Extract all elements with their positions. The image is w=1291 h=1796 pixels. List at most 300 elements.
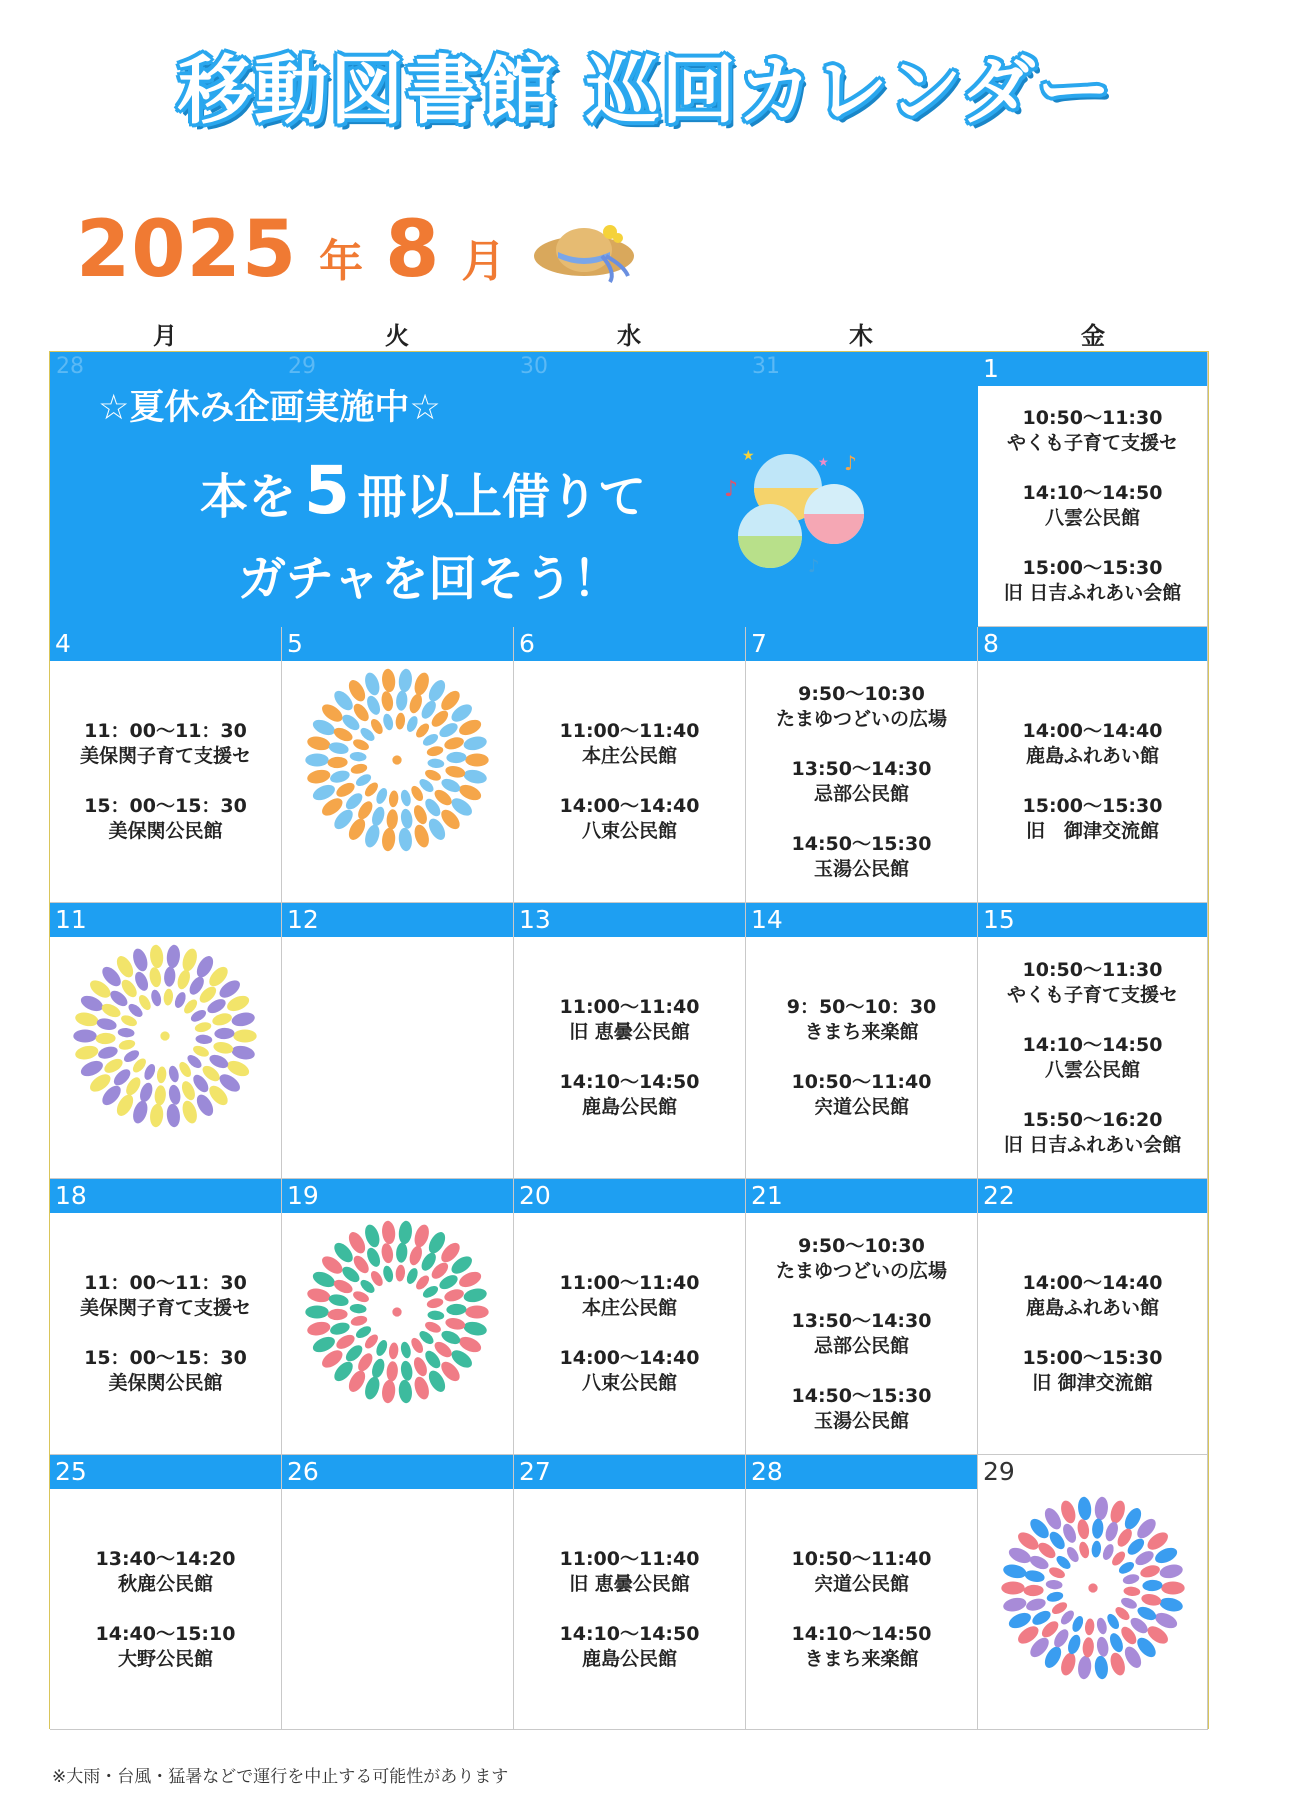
firework-spark: [370, 805, 387, 828]
firework-spark: [381, 827, 396, 852]
firework-spark: [156, 1066, 167, 1083]
schedule-slot: [1007, 406, 1178, 456]
firework-spark: [1001, 1581, 1024, 1594]
firework-spark: [327, 757, 348, 769]
ghost-day: 28: [56, 354, 84, 379]
schedule-slot: [792, 1309, 932, 1359]
firework-spark: [412, 1375, 432, 1401]
firework-spark: [380, 1242, 394, 1264]
firework-spark: [138, 1081, 155, 1104]
firework-spark: [370, 1357, 387, 1380]
schedule-slot: [1004, 1108, 1182, 1158]
day-number: 18: [55, 1181, 87, 1210]
firework-spark: [96, 1017, 118, 1032]
ghost-day: 29: [288, 354, 316, 379]
schedule-list: [282, 937, 513, 1178]
firework-spark: [426, 1297, 444, 1310]
firework-spark: [362, 823, 382, 849]
slot-time: 14:10〜14:50: [559, 1071, 700, 1093]
firework-spark: [1023, 1585, 1044, 1597]
day-number: 14: [751, 905, 783, 934]
firework-spark: [400, 808, 414, 830]
schedule-slot: [1023, 719, 1163, 769]
firework-spark: [349, 751, 366, 762]
firework-spark: [214, 1027, 235, 1039]
firework-spark: [386, 809, 399, 830]
schedule-list: [746, 1213, 977, 1454]
day-header-bar: [282, 627, 513, 661]
schedule-slot: [1023, 794, 1163, 844]
schedule-slot: [792, 1547, 932, 1597]
firework-spark: [1076, 1518, 1090, 1540]
schedule-list: [514, 661, 745, 902]
firework-spark: [118, 1038, 136, 1051]
schedule-slot: [560, 1070, 700, 1120]
firework-illustration: [304, 667, 490, 853]
slot-time: 11：00〜11：30: [84, 720, 247, 742]
banner-line2-num: 5: [304, 452, 350, 529]
slot-place: 本庄公民館: [581, 745, 677, 767]
firework-spark: [180, 947, 200, 973]
firework-spark: [388, 1342, 399, 1359]
firework-spark: [1139, 1563, 1161, 1579]
firework-spark: [407, 1244, 424, 1267]
firework-spark: [1046, 1590, 1064, 1603]
slot-time: 15:00〜15:30: [1022, 1347, 1163, 1369]
slot-time: 11:00〜11:40: [559, 1547, 700, 1570]
firework-spark: [1091, 1540, 1102, 1557]
firework-spark: [327, 1309, 348, 1321]
firework-spark: [400, 1360, 414, 1382]
firework-spark: [398, 827, 413, 852]
calendar-day-4: [50, 627, 282, 903]
firework-spark: [1096, 1636, 1110, 1658]
day-number: 8: [983, 629, 999, 658]
firework-spark: [382, 713, 395, 731]
slot-place: 秋鹿公民館: [117, 1572, 213, 1595]
slot-time: 14:00〜14:40: [1022, 1272, 1163, 1294]
slot-time: 14:40〜15:10: [95, 1622, 236, 1645]
firework-spark: [395, 690, 408, 711]
firework-spark: [1122, 1573, 1140, 1586]
schedule-list: [746, 937, 977, 1178]
calendar-day-14: [746, 903, 978, 1179]
banner-line3: ガチャを回そう！: [238, 551, 621, 607]
schedule-slot: [1023, 1346, 1163, 1396]
firework-spark: [73, 1029, 96, 1042]
slot-time: 10:50〜11:30: [1022, 958, 1163, 981]
slot-time: 15：00〜15：30: [84, 1347, 247, 1369]
slot-place: 本庄公民館: [581, 1297, 677, 1319]
firework-spark: [1095, 1617, 1108, 1635]
calendar-day-1: [978, 352, 1208, 627]
firework-spark: [212, 1040, 234, 1055]
firework-spark: [349, 1303, 366, 1314]
firework-spark: [381, 668, 396, 693]
calendar-day-12: [282, 903, 514, 1179]
schedule-slot: [1023, 481, 1163, 531]
firework-spark: [1123, 1586, 1140, 1597]
day-number: 29: [983, 1457, 1015, 1486]
slot-time: 14:10〜14:50: [1022, 482, 1163, 504]
day-number: 27: [519, 1457, 551, 1486]
schedule-slot: [792, 1622, 932, 1672]
schedule-slot: [80, 719, 251, 769]
weekday-wed: 水: [617, 322, 641, 350]
firework-spark: [1094, 1496, 1109, 1521]
firework-spark: [149, 1103, 164, 1128]
firework-spark: [95, 1033, 116, 1045]
firework-spark: [427, 1310, 444, 1321]
firework-spark: [350, 1314, 368, 1327]
banner-line2: [200, 452, 646, 529]
firework-spark: [407, 692, 424, 715]
firework-spark: [130, 947, 150, 973]
firework-spark: [1077, 1655, 1092, 1680]
slot-place: 玉湯公民館: [813, 857, 909, 880]
schedule-slot: [560, 995, 700, 1045]
schedule-slot: [560, 1547, 700, 1597]
summer-campaign-banner: [50, 352, 978, 627]
firework-spark: [163, 966, 176, 987]
firework-spark: [398, 1220, 413, 1245]
firework-spark: [1077, 1496, 1092, 1521]
firework-spark: [1161, 1581, 1184, 1594]
straw-hat-icon: [532, 212, 640, 284]
svg-text:★: ★: [818, 455, 829, 469]
firework-center: [392, 755, 401, 764]
day-number: 11: [55, 905, 87, 934]
slot-time: 10:50〜11:40: [791, 1547, 932, 1570]
month-unit: 月: [461, 236, 506, 287]
firework-spark: [1082, 1637, 1095, 1658]
firework-spark: [168, 1084, 182, 1106]
firework-spark: [148, 966, 162, 988]
calendar-day-5: [282, 627, 514, 903]
svg-text:♪: ♪: [808, 556, 820, 577]
schedule-slot: [96, 1547, 236, 1597]
firework-spark: [398, 1379, 413, 1404]
calendar-day-8: [978, 627, 1208, 903]
firework-spark: [399, 1341, 412, 1359]
firework-center: [160, 1031, 169, 1040]
firework-spark: [444, 1316, 466, 1331]
schedule-slot: [792, 757, 932, 807]
firework-spark: [426, 745, 444, 758]
firework-spark: [306, 768, 332, 786]
slot-time: 10:50〜11:30: [1022, 407, 1163, 429]
firework-spark: [399, 789, 412, 807]
slot-place: 旧 御津交流館: [1032, 1372, 1153, 1394]
schedule-slot: [96, 1622, 236, 1672]
slot-place: 美保関公民館: [108, 1372, 223, 1394]
slot-place: 忌部公民館: [813, 1334, 909, 1357]
slot-place: 旧 日吉ふれあい会館: [1003, 582, 1182, 604]
slot-place: 大野公民館: [117, 1647, 213, 1670]
banner-line2-pre: 本を: [200, 469, 297, 525]
firework-spark: [462, 1320, 488, 1338]
slot-time: 14:10〜14:50: [559, 1622, 700, 1645]
firework-spark: [412, 1223, 432, 1249]
month: 8: [385, 205, 440, 295]
slot-place: 八束公民館: [581, 820, 677, 842]
ghost-day: 31: [752, 354, 780, 379]
firework-spark: [386, 1361, 399, 1382]
slot-time: 9：50〜10：30: [786, 996, 937, 1018]
day-number: 4: [55, 629, 71, 658]
firework-spark: [446, 1303, 467, 1315]
slot-place: 旧 御津交流館: [1025, 820, 1159, 842]
schedule-slot: [560, 1346, 700, 1396]
firework-spark: [1094, 1655, 1109, 1680]
slot-time: 14:10〜14:50: [791, 1622, 932, 1645]
calendar-day-11: [50, 903, 282, 1179]
weekday-mon: 月: [153, 322, 177, 350]
firework-spark: [306, 1287, 332, 1305]
firework-spark: [1058, 1651, 1078, 1677]
slot-place: やくも子育て支援セ: [1006, 983, 1178, 1006]
weekday-fri: 金: [1081, 322, 1105, 350]
firework-spark: [398, 668, 413, 693]
slot-time: 9:50〜10:30: [798, 682, 925, 705]
slot-time: 15:00〜15:30: [1022, 557, 1163, 579]
firework-spark: [1025, 1596, 1047, 1612]
firework-spark: [329, 768, 351, 784]
firework-spark: [211, 1011, 233, 1027]
schedule-list: [514, 1213, 745, 1454]
firework-spark: [1078, 1541, 1091, 1559]
firework-spark: [462, 1287, 488, 1305]
slot-place: 旧 日吉ふれあい会館: [1003, 1133, 1182, 1156]
day-header-bar: [514, 627, 745, 661]
firework-spark: [381, 1379, 396, 1404]
slot-place: 美保関子育て支援セ: [79, 745, 251, 767]
slot-place: 宍道公民館: [813, 1572, 909, 1595]
calendar-grid: [49, 351, 1209, 1729]
firework-spark: [1084, 1618, 1095, 1635]
day-number: 19: [287, 1181, 319, 1210]
slot-time: 13:50〜14:30: [791, 1309, 932, 1332]
schedule-list: [50, 1213, 281, 1454]
slot-place: きまち来楽館: [804, 1647, 919, 1670]
firework-spark: [180, 1099, 200, 1125]
day-number: 28: [751, 1457, 783, 1486]
slot-place: 八雲公民館: [1044, 507, 1140, 529]
calendar-day-18: [50, 1179, 282, 1455]
firework-spark: [97, 1044, 119, 1060]
calendar-day-7: [746, 627, 978, 903]
banner-line2-post: 冊以上借りて: [357, 469, 646, 525]
firework-spark: [130, 1099, 150, 1125]
firework-spark: [388, 790, 399, 807]
firework-spark: [230, 1044, 256, 1062]
schedule-slot: [1007, 958, 1178, 1008]
firework-spark: [444, 764, 466, 779]
slot-place: 美保関子育て支援セ: [79, 1297, 251, 1319]
firework-spark: [380, 690, 394, 712]
firework-spark: [462, 768, 488, 786]
firework-spark: [465, 1305, 488, 1318]
firework-spark: [305, 753, 328, 766]
firework-spark: [412, 671, 432, 697]
firework-spark: [305, 1305, 328, 1318]
firework-spark: [443, 1287, 465, 1303]
firework-spark: [306, 1320, 332, 1338]
firework-spark: [167, 1065, 180, 1083]
firework-center: [1088, 1583, 1097, 1592]
slot-time: 14:00〜14:40: [559, 1347, 700, 1369]
slot-time: 14:10〜14:50: [1022, 1033, 1163, 1056]
weekday-thu: 木: [849, 322, 873, 350]
firework-spark: [1142, 1579, 1163, 1591]
gacha-capsules-icon: [722, 444, 870, 580]
day-header-bar: [50, 627, 281, 661]
schedule-list: [978, 386, 1207, 626]
day-number: 20: [519, 1181, 551, 1210]
firework-spark: [163, 988, 174, 1005]
firework-spark: [1002, 1596, 1028, 1614]
slot-time: 11:00〜11:40: [559, 720, 700, 742]
slot-time: 14:00〜14:40: [559, 795, 700, 817]
calendar-day-19: [282, 1179, 514, 1455]
schedule-slot: [792, 1384, 932, 1434]
slot-time: 14:50〜15:30: [791, 832, 932, 855]
firework-spark: [1002, 1563, 1028, 1581]
schedule-list: [978, 1213, 1207, 1454]
slot-place: 鹿島公民館: [581, 1647, 677, 1670]
firework-spark: [1108, 1651, 1128, 1677]
slot-place: 美保関公民館: [108, 820, 223, 842]
slot-time: 11：00〜11：30: [84, 1272, 247, 1294]
day-number: 22: [983, 1181, 1015, 1210]
day-header-bar: [978, 352, 1207, 386]
firework-spark: [382, 1265, 395, 1283]
slot-time: 15:50〜16:20: [1022, 1108, 1163, 1131]
calendar-day-20: [514, 1179, 746, 1455]
slot-time: 11:00〜11:40: [559, 996, 700, 1018]
day-number: 25: [55, 1457, 87, 1486]
firework-spark: [195, 1034, 212, 1045]
firework-spark: [1091, 1518, 1104, 1539]
slot-place: 旧 恵曇公民館: [569, 1021, 690, 1043]
firework-spark: [446, 751, 467, 763]
day-number: 5: [287, 629, 303, 658]
schedule-slot: [84, 1346, 247, 1396]
slot-place: 鹿島ふれあい館: [1025, 745, 1159, 767]
svg-text:★: ★: [742, 448, 755, 464]
schedule-slot: [84, 794, 247, 844]
firework-spark: [362, 1375, 382, 1401]
slot-time: 13:50〜14:30: [791, 757, 932, 780]
firework-spark: [427, 758, 444, 769]
calendar-day-29: [978, 1455, 1208, 1730]
firework-spark: [1045, 1579, 1062, 1590]
slot-time: 14:00〜14:40: [1022, 720, 1163, 742]
ghost-day: 30: [520, 354, 548, 379]
schedule-slot: [1023, 1271, 1163, 1321]
svg-text:♪: ♪: [724, 477, 739, 502]
schedule-list: [50, 1489, 281, 1729]
schedule-slot: [560, 719, 700, 769]
slot-time: 14:50〜15:30: [791, 1384, 932, 1407]
firework-illustration: [72, 943, 258, 1129]
schedule-slot: [776, 1234, 947, 1284]
firework-spark: [149, 944, 164, 969]
slot-place: たまゆつどいの広場: [775, 1259, 947, 1282]
schedule-slot: [80, 1271, 251, 1321]
footnote: ※大雨・台風・猛暑などで運行を中止する可能性があります: [52, 1767, 509, 1787]
slot-place: 玉湯公民館: [813, 1409, 909, 1432]
calendar-day-27: [514, 1455, 746, 1730]
schedule-list: [514, 1489, 745, 1729]
firework-spark: [381, 1220, 396, 1245]
slot-time: 15：00〜15：30: [84, 795, 247, 817]
day-header-bar: [978, 627, 1207, 661]
firework-spark: [412, 823, 432, 849]
firework-spark: [306, 735, 332, 753]
slot-time: 11:00〜11:40: [559, 1272, 700, 1294]
schedule-list: [978, 661, 1207, 902]
calendar-day-15: [978, 903, 1208, 1179]
firework-spark: [1066, 1633, 1083, 1656]
slot-time: 13:40〜14:20: [95, 1547, 236, 1570]
calendar-day-6: [514, 627, 746, 903]
slot-place: 八雲公民館: [1044, 1058, 1140, 1081]
slot-place: 鹿島公民館: [581, 1096, 677, 1118]
schedule-list: [50, 661, 281, 902]
year: 2025: [76, 205, 298, 295]
page-title: 移動図書館 巡回カレンダー: [178, 48, 1113, 134]
firework-spark: [329, 1320, 351, 1336]
firework-spark: [1024, 1569, 1046, 1584]
firework-spark: [1140, 1592, 1162, 1607]
firework-spark: [443, 735, 465, 751]
firework-spark: [462, 735, 488, 753]
firework-spark: [175, 968, 192, 991]
slot-place: 鹿島ふれあい館: [1025, 1297, 1159, 1319]
svg-text:♪: ♪: [844, 451, 857, 475]
slot-place: 八束公民館: [581, 1372, 677, 1394]
firework-illustration: [304, 1219, 490, 1405]
day-number: 6: [519, 629, 535, 658]
firework-spark: [1103, 1520, 1120, 1543]
firework-spark: [233, 1029, 256, 1042]
schedule-list: [514, 937, 745, 1178]
slot-place: たまゆつどいの広場: [775, 707, 947, 730]
firework-spark: [1158, 1563, 1184, 1581]
firework-spark: [395, 712, 406, 729]
schedule-slot: [560, 794, 700, 844]
firework-spark: [362, 671, 382, 697]
schedule-list: [746, 661, 977, 902]
firework-spark: [74, 1044, 100, 1062]
slot-place: 宍道公民館: [813, 1096, 909, 1118]
firework-spark: [328, 1293, 350, 1308]
weekday-header: [49, 316, 1209, 350]
firework-center: [392, 1307, 401, 1316]
day-number: 12: [287, 905, 319, 934]
day-number: 1: [983, 354, 999, 383]
weekday-tue: 火: [385, 322, 409, 350]
firework-spark: [395, 1242, 408, 1263]
slot-place: やくも子育て支援セ: [1006, 432, 1178, 454]
year-unit: 年: [319, 236, 364, 287]
firework-spark: [1158, 1596, 1184, 1614]
schedule-slot: [776, 682, 947, 732]
slot-place: きまち来楽館: [804, 1021, 919, 1043]
slot-place: 忌部公民館: [813, 782, 909, 805]
schedule-slot: [1004, 556, 1182, 606]
